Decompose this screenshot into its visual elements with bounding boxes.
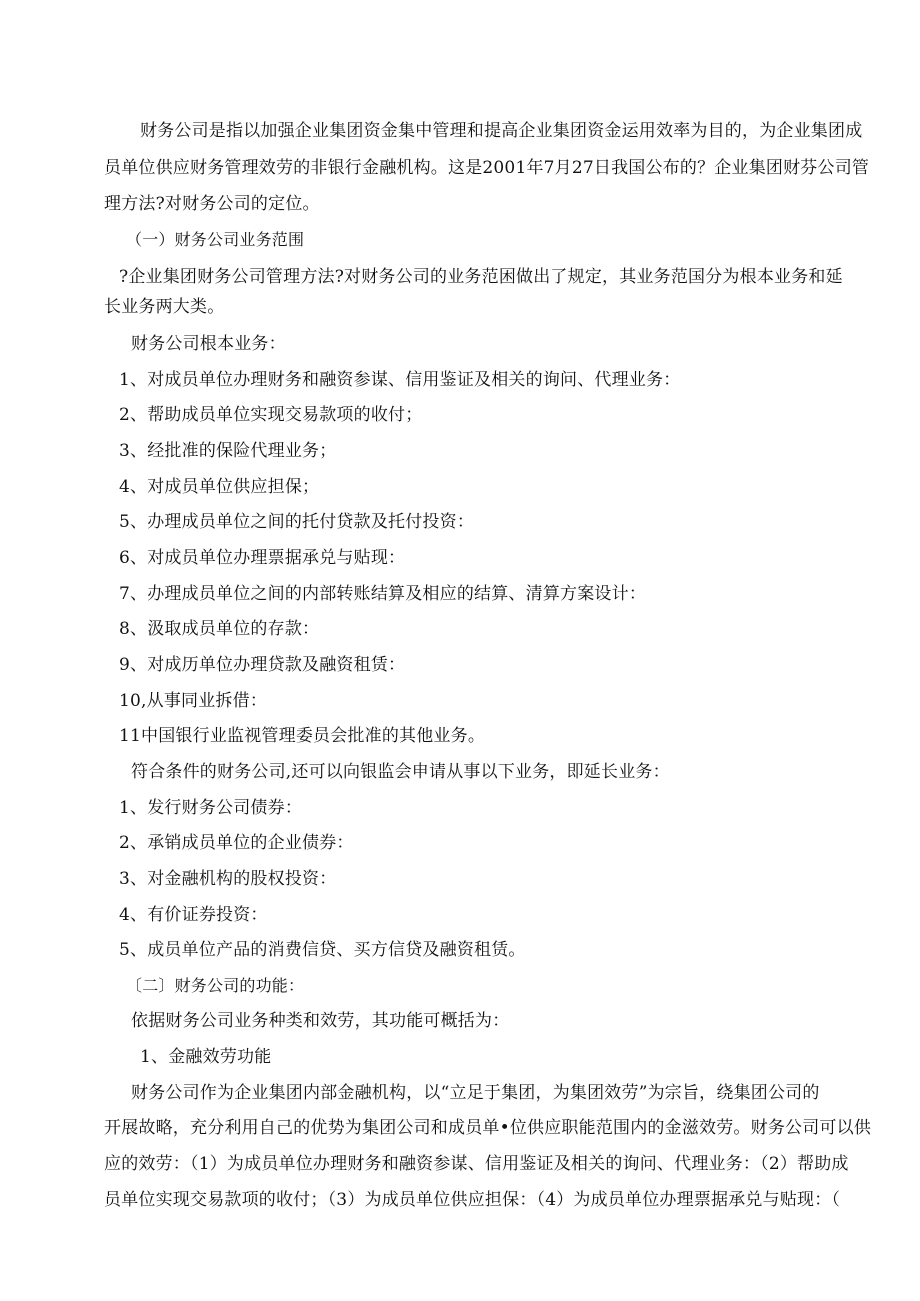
section2-intro: 依据财务公司业务种类和效劳，其功能可概括为： bbox=[131, 1011, 510, 1031]
intro-line-1: 财务公司是指以加强企业集团资金集中管理和提高企业集团资金运用效率为目的，为企业集团成 bbox=[140, 121, 863, 141]
basic-business-item-5: 5、办理成员单位之间的托付贷款及托付投资： bbox=[119, 512, 475, 532]
section1-heading: （一）财务公司业务范围 bbox=[126, 230, 305, 249]
basic-business-item-6: 6、对成员单位办理票据承兑与贴现： bbox=[119, 548, 406, 568]
basic-business-item-10: 10,从事同业拆借： bbox=[119, 691, 268, 711]
function1-para-line-1: 财务公司作为企业集团内部金融机构，以“立足于集团，为集团效劳”为宗旨，绕集团公司的 bbox=[131, 1083, 820, 1103]
intro-line-2: 员单位供应财务管理效劳的非银行金融机构。这是2001年7月27日我国公布的？企业集团财芬公司管 bbox=[104, 158, 870, 178]
section1-para-line-2: 长业务两大类。 bbox=[104, 297, 225, 317]
section2-heading: 〔二〕财务公司的功能： bbox=[126, 976, 305, 995]
function1-title: 1、金融效劳功能 bbox=[140, 1047, 272, 1067]
function1-para-line-3: 应的效劳：（1）为成员单位办理财务和融资参谋、信用鉴证及相关的询问、代理业务：（2）帮助成 bbox=[104, 1154, 849, 1174]
extended-business-item-4: 4、有价证券投资： bbox=[119, 905, 268, 925]
basic-business-item-4: 4、对成员单位供应担保； bbox=[119, 477, 320, 497]
basic-business-item-8: 8、汲取成员单位的存款： bbox=[119, 619, 320, 639]
function1-para-line-4: 员单位实现交易款项的收付；（3）为成员单位供应担保：（4）为成员单位办理票据承兑与贴现：（ bbox=[104, 1190, 841, 1210]
extended-business-item-1: 1、发行财务公司债券： bbox=[119, 798, 303, 818]
extended-business-item-5: 5、成员单位产品的消费信贷、买方信贷及融资租赁。 bbox=[119, 940, 526, 960]
extended-business-item-3: 3、对金融机构的股权投资： bbox=[119, 869, 337, 889]
basic-business-item-3: 3、经批准的保险代理业务； bbox=[119, 441, 337, 461]
function1-para-line-2: 开展故略，充分利用自己的优势为集团公司和成员单•位供应职能范围内的金滋效劳。财务公司可以供 bbox=[104, 1118, 872, 1138]
extended-business-item-2: 2、承销成员单位的企业债券： bbox=[119, 833, 354, 853]
extended-business-title: 符合条件的财务公司,还可以向银监会申请从事以下业务，即延长业务： bbox=[131, 762, 670, 782]
intro-line-3: 理方法?对财务公司的定位。 bbox=[104, 194, 320, 214]
basic-business-item-11: 11中国银行业监视管理委员会批准的其他业务。 bbox=[119, 726, 486, 746]
section1-para-line-1: ?企业集团财务公司管理方法?对财务公司的业务范困做出了规定，其业务范国分为根本业务和延 bbox=[119, 267, 843, 287]
basic-business-item-7: 7、办理成员单位之间的内部转账结算及相应的结算、清算方案设计： bbox=[119, 584, 647, 604]
basic-business-title: 财务公司根本业务： bbox=[131, 334, 286, 354]
basic-business-item-9: 9、对成历单位办理贷款及融资租赁： bbox=[119, 655, 406, 675]
basic-business-item-2: 2、帮助成员单位实现交易款项的收付； bbox=[119, 405, 423, 425]
basic-business-item-1: 1、对成员单位办理财务和融资参谋、信用鉴证及相关的询问、代理业务： bbox=[119, 370, 681, 390]
